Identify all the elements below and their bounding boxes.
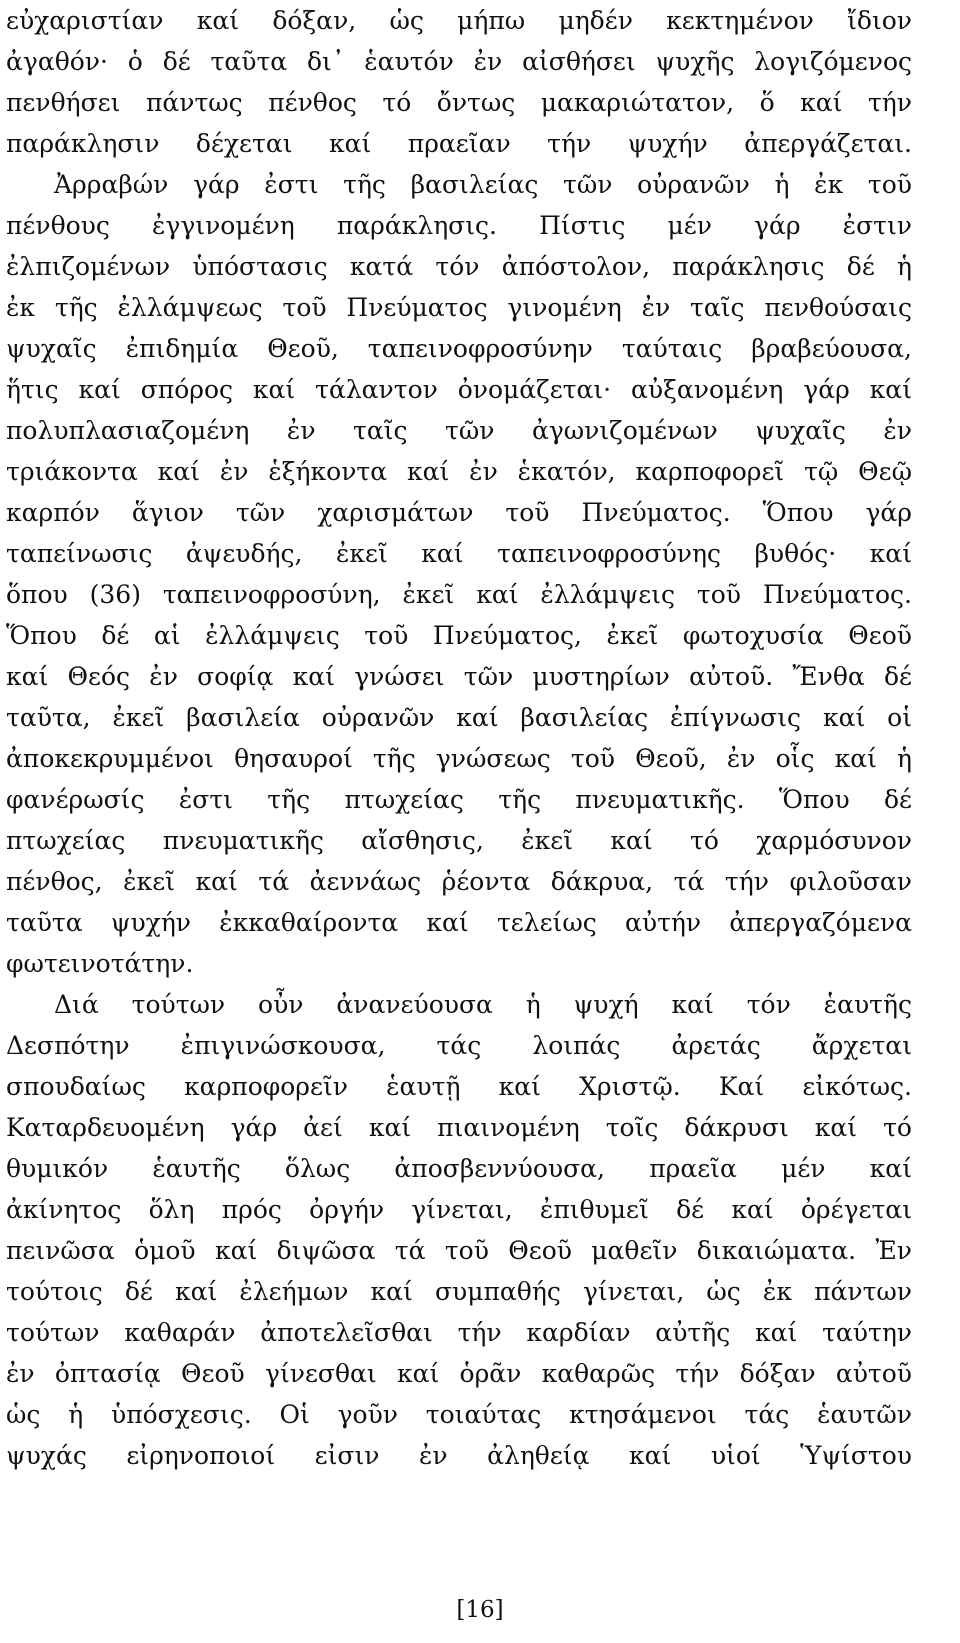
text-line: ὅπου (36) ταπεινοφροσύνη, ἐκεῖ καί ἐλλάμψεις τοῦ Πνεύματος. (6, 580, 912, 609)
text-line: ταπείνωσις ἀψευδής, ἐκεῖ καί ταπεινοφροσύνης βυθός· καί (6, 539, 912, 568)
text-line: Διά τούτων οὖν ἀνανεύουσα ἡ ψυχή καί τόν ἑαυτῆς (54, 990, 912, 1019)
text-line: ἥτις καί σπόρος καί τάλαντον ὀνομάζεται· αὐξανομένη γάρ καί (6, 375, 912, 404)
text-line: πεινῶσα ὁμοῦ καί διψῶσα τά τοῦ Θεοῦ μαθεῖν δικαιώματα. Ἐν (6, 1236, 912, 1265)
text-line: πένθος, ἐκεῖ καί τά ἀεννάως ῥέοντα δάκρυα, τά τήν φιλοῦσαν (6, 867, 912, 896)
text-line: ἐλπιζομένων ὑπόστασις κατά τόν ἀπόστολον, παράκλησις δέ ἡ (6, 252, 912, 281)
text-line: φανέρωσίς ἐστι τῆς πτωχείας τῆς πνευματικῆς. Ὅπου δέ (6, 785, 912, 814)
text-line: πτωχείας πνευματικῆς αἴσθησις, ἐκεῖ καί τό χαρμόσυνον (6, 826, 912, 855)
text-line: ταῦτα, ἐκεῖ βασιλεία οὐρανῶν καί βασιλείας ἐπίγνωσις καί οἱ (6, 703, 912, 732)
text-line: ψυχαῖς ἐπιδημία Θεοῦ, ταπεινοφροσύνην ταύταις βραβεύουσα, (6, 334, 912, 363)
text-line: πενθήσει πάντως πένθος τό ὄντως μακαριώτατον, ὅ καί τήν (6, 88, 912, 117)
text-line: ὡς ἡ ὑπόσχεσις. Οἱ γοῦν τοιαύτας κτησάμενοι τάς ἑαυτῶν (6, 1400, 912, 1429)
text-line: τούτοις δέ καί ἐλεήμων καί συμπαθής γίνεται, ὡς ἐκ πάντων (6, 1277, 912, 1306)
text-line: ταῦτα ψυχήν ἐκκαθαίροντα καί τελείως αὐτήν ἀπεργαζόμενα (6, 908, 912, 937)
text-line: Καταρδευομένη γάρ ἀεί καί πιαινομένη τοῖς δάκρυσι καί τό (6, 1113, 912, 1142)
text-line: καρπόν ἅγιον τῶν χαρισμάτων τοῦ Πνεύματος. Ὅπου γάρ (6, 498, 912, 527)
text-line: Ὅπου δέ αἱ ἐλλάμψεις τοῦ Πνεύματος, ἐκεῖ φωτοχυσία Θεοῦ (6, 621, 912, 650)
text-line: Δεσπότην ἐπιγινώσκουσα, τάς λοιπάς ἀρετάς ἄρχεται (6, 1031, 912, 1060)
text-line: ψυχάς εἰρηνοποιοί εἰσιν ἐν ἀληθείᾳ καί υἱοί Ὑψίστου (6, 1441, 912, 1470)
text-line: ἐκ τῆς ἐλλάμψεως τοῦ Πνεύματος γινομένη ἐν ταῖς πενθούσαις (6, 293, 912, 322)
text-line: τριάκοντα καί ἐν ἑξήκοντα καί ἐν ἑκατόν, καρποφορεῖ τῷ Θεῷ (6, 457, 912, 486)
text-line: ἀκίνητος ὅλη πρός ὀργήν γίνεται, ἐπιθυμεῖ δέ καί ὀρέγεται (6, 1195, 912, 1224)
text-line: ἐν ὀπτασίᾳ Θεοῦ γίνεσθαι καί ὁρᾶν καθαρῶς τήν δόξαν αὐτοῦ (6, 1359, 912, 1388)
text-line: ἀποκεκρυμμένοι θησαυροί τῆς γνώσεως τοῦ Θεοῦ, ἐν οἷς καί ἡ (6, 744, 912, 773)
page-number: [16] (456, 1597, 504, 1623)
text-line: θυμικόν ἑαυτῆς ὅλως ἀποσβεννύουσα, πραεῖα μέν καί (6, 1154, 912, 1183)
text-line: εὐχαριστίαν καί δόξαν, ὡς μήπω μηδέν κεκτημένον ἴδιον (6, 6, 912, 35)
text-line: πολυπλασιαζομένη ἐν ταῖς τῶν ἀγωνιζομένων ψυχαῖς ἐν (6, 416, 912, 445)
text-line: καί Θεός ἐν σοφίᾳ καί γνώσει τῶν μυστηρίων αὐτοῦ. Ἔνθα δέ (6, 662, 912, 691)
document-page (6, 0, 912, 1643)
text-line: παράκλησιν δέχεται καί πραεῖαν τήν ψυχήν ἀπεργάζεται. (6, 129, 912, 158)
text-line: τούτων καθαράν ἀποτελεῖσθαι τήν καρδίαν αὐτῆς καί ταύτην (6, 1318, 912, 1347)
text-line: Ἀρραβών γάρ ἐστι τῆς βασιλείας τῶν οὐρανῶν ἡ ἐκ τοῦ (54, 170, 912, 199)
text-line: πένθους ἐγγινομένη παράκλησις. Πίστις μέν γάρ ἐστιν (6, 211, 912, 240)
text-line: σπουδαίως καρποφορεῖν ἑαυτῇ καί Χριστῷ. Καί εἰκότως. (6, 1072, 912, 1101)
text-line: φωτεινοτάτην. (6, 949, 194, 978)
text-line: ἀγαθόν· ὁ δέ ταῦτα δι᾽ ἑαυτόν ἐν αἰσθήσει ψυχῆς λογιζόμενος (6, 47, 912, 76)
